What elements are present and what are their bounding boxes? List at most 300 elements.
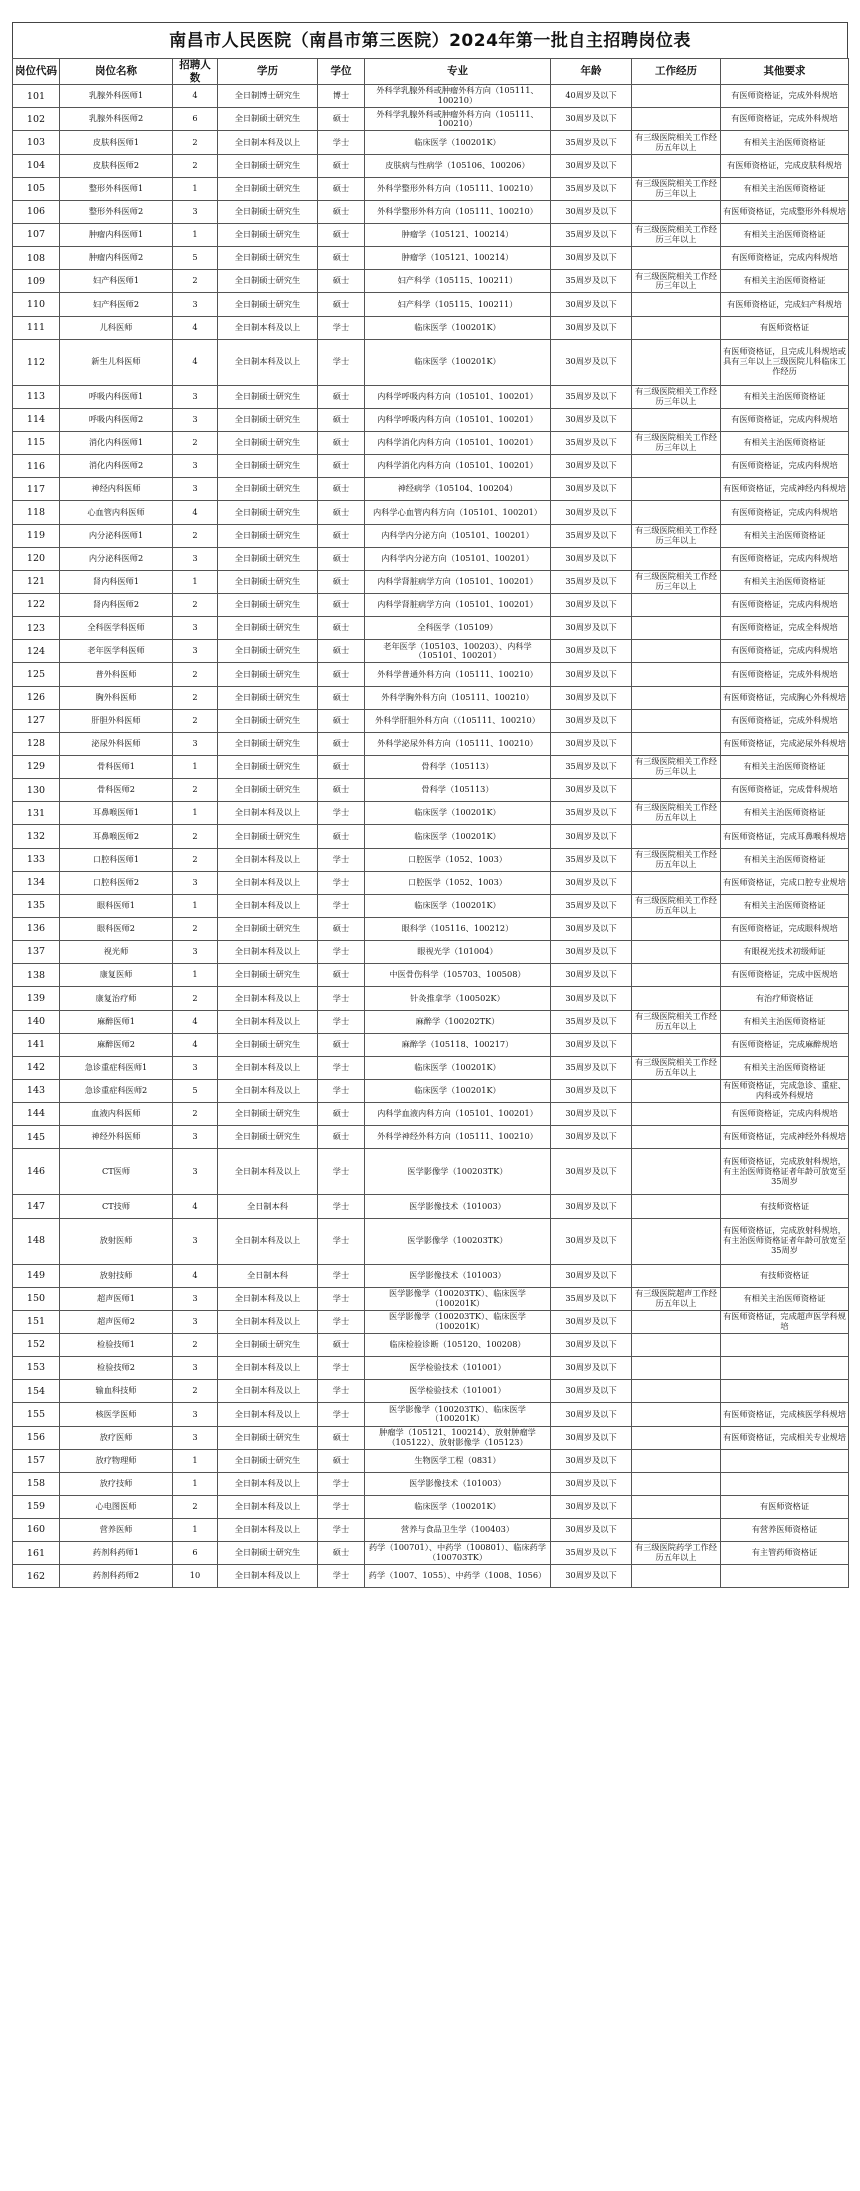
education: 全日制硕士研究生 xyxy=(218,686,318,709)
position-code: 142 xyxy=(13,1056,60,1079)
major: 外科学泌尿外科方向（105111、100210） xyxy=(365,732,551,755)
work-experience: 有三级医院药学工作经历五年以上 xyxy=(632,1542,721,1565)
position-name: 神经外科医师 xyxy=(60,1126,173,1149)
other-requirements: 有治疗师资格证 xyxy=(721,987,849,1010)
work-experience xyxy=(632,408,721,431)
major: 内科学内分泌方向（105101、100201） xyxy=(365,547,551,570)
table-row xyxy=(13,1103,849,1126)
education: 全日制硕士研究生 xyxy=(218,1103,318,1126)
hire-count: 10 xyxy=(173,1565,218,1588)
hire-count: 1 xyxy=(173,802,218,825)
degree: 学士 xyxy=(318,1310,365,1333)
education: 全日制硕士研究生 xyxy=(218,1033,318,1056)
education: 全日制硕士研究生 xyxy=(218,478,318,501)
other-requirements: 有医师资格证，完成神经内科规培 xyxy=(721,478,849,501)
other-requirements: 有相关主治医师资格证 xyxy=(721,524,849,547)
position-code: 157 xyxy=(13,1449,60,1472)
age-limit: 30周岁及以下 xyxy=(551,316,632,339)
work-experience xyxy=(632,617,721,640)
position-name: 整形外科医师2 xyxy=(60,200,173,223)
other-requirements: 有医师资格证，完成麻醉规培 xyxy=(721,1033,849,1056)
table-row xyxy=(13,1056,849,1079)
degree: 硕士 xyxy=(318,686,365,709)
other-requirements: 有相关主治医师资格证 xyxy=(721,802,849,825)
position-name: 乳腺外科医师2 xyxy=(60,108,173,131)
other-requirements: 有医师资格证，完成内科规培 xyxy=(721,547,849,570)
position-name: 超声医师2 xyxy=(60,1310,173,1333)
degree: 学士 xyxy=(318,987,365,1010)
work-experience: 有三级医院相关工作经历三年以上 xyxy=(632,755,721,778)
degree: 硕士 xyxy=(318,570,365,593)
other-requirements xyxy=(721,1472,849,1495)
degree: 硕士 xyxy=(318,617,365,640)
table-row xyxy=(13,131,849,154)
age-limit: 30周岁及以下 xyxy=(551,154,632,177)
work-experience xyxy=(632,200,721,223)
major: 药学（100701）、中药学（100801）、临床药学（100703TK） xyxy=(365,1542,551,1565)
age-limit: 30周岁及以下 xyxy=(551,547,632,570)
other-requirements: 有医师资格证，完成外科规培 xyxy=(721,663,849,686)
position-name: 肾内科医师2 xyxy=(60,594,173,617)
table-row xyxy=(13,408,849,431)
age-limit: 35周岁及以下 xyxy=(551,432,632,455)
degree: 硕士 xyxy=(318,524,365,547)
other-requirements: 有相关主治医师资格证 xyxy=(721,848,849,871)
table-row xyxy=(13,224,849,247)
hire-count: 4 xyxy=(173,1264,218,1287)
education: 全日制硕士研究生 xyxy=(218,732,318,755)
position-name: 输血科技师 xyxy=(60,1380,173,1403)
education: 全日制硕士研究生 xyxy=(218,709,318,732)
work-experience xyxy=(632,1264,721,1287)
major: 临床医学（100201K） xyxy=(365,894,551,917)
hire-count: 6 xyxy=(173,108,218,131)
education: 全日制硕士研究生 xyxy=(218,1333,318,1356)
table-row xyxy=(13,154,849,177)
header-education: 学历 xyxy=(218,59,318,85)
position-code: 128 xyxy=(13,732,60,755)
header-count: 招聘人数 xyxy=(173,59,218,85)
work-experience xyxy=(632,663,721,686)
table-row xyxy=(13,802,849,825)
education: 全日制本科及以上 xyxy=(218,131,318,154)
education: 全日制硕士研究生 xyxy=(218,154,318,177)
major: 骨科学（105113） xyxy=(365,755,551,778)
table-row xyxy=(13,1149,849,1195)
degree: 硕士 xyxy=(318,709,365,732)
age-limit: 30周岁及以下 xyxy=(551,871,632,894)
other-requirements: 有相关主治医师资格证 xyxy=(721,1287,849,1310)
degree: 硕士 xyxy=(318,385,365,408)
hire-count: 1 xyxy=(173,755,218,778)
major: 外科学乳腺外科或肿瘤外科方向（105111、100210） xyxy=(365,108,551,131)
table-row xyxy=(13,1426,849,1449)
degree: 硕士 xyxy=(318,732,365,755)
hire-count: 2 xyxy=(173,131,218,154)
major: 医学影像学（100203TK） xyxy=(365,1218,551,1264)
position-name: 全科医学科医师 xyxy=(60,617,173,640)
position-name: 麻醉医师1 xyxy=(60,1010,173,1033)
table-row xyxy=(13,1079,849,1102)
work-experience xyxy=(632,478,721,501)
other-requirements: 有医师资格证，完成骨科规培 xyxy=(721,779,849,802)
header-row xyxy=(13,59,849,85)
work-experience xyxy=(632,871,721,894)
degree: 学士 xyxy=(318,894,365,917)
position-name: 血液内科医师 xyxy=(60,1103,173,1126)
position-code: 162 xyxy=(13,1565,60,1588)
education: 全日制硕士研究生 xyxy=(218,270,318,293)
position-code: 143 xyxy=(13,1079,60,1102)
hire-count: 3 xyxy=(173,1126,218,1149)
degree: 硕士 xyxy=(318,964,365,987)
table-row xyxy=(13,478,849,501)
hire-count: 2 xyxy=(173,154,218,177)
degree: 硕士 xyxy=(318,247,365,270)
degree: 学士 xyxy=(318,1264,365,1287)
hire-count: 3 xyxy=(173,617,218,640)
other-requirements: 有医师资格证，完成超声医学科规培 xyxy=(721,1310,849,1333)
work-experience xyxy=(632,1333,721,1356)
age-limit: 30周岁及以下 xyxy=(551,732,632,755)
age-limit: 40周岁及以下 xyxy=(551,85,632,108)
major: 麻醉学（105118、100217） xyxy=(365,1033,551,1056)
position-name: 超声医师1 xyxy=(60,1287,173,1310)
table-row xyxy=(13,964,849,987)
major: 临床医学（100201K） xyxy=(365,1495,551,1518)
position-code: 117 xyxy=(13,478,60,501)
position-name: 药剂科药师1 xyxy=(60,1542,173,1565)
hire-count: 3 xyxy=(173,478,218,501)
degree: 学士 xyxy=(318,1519,365,1542)
hire-count: 3 xyxy=(173,1218,218,1264)
hire-count: 2 xyxy=(173,270,218,293)
education: 全日制本科及以上 xyxy=(218,1010,318,1033)
position-name: 药剂科药师2 xyxy=(60,1565,173,1588)
major: 全科医学（105109） xyxy=(365,617,551,640)
major: 外科学整形外科方向（105111、100210） xyxy=(365,177,551,200)
table-row xyxy=(13,617,849,640)
degree: 学士 xyxy=(318,802,365,825)
age-limit: 30周岁及以下 xyxy=(551,987,632,1010)
major: 临床医学（100201K） xyxy=(365,131,551,154)
education: 全日制硕士研究生 xyxy=(218,432,318,455)
hire-count: 3 xyxy=(173,732,218,755)
position-name: 泌尿外科医师 xyxy=(60,732,173,755)
table-row xyxy=(13,1519,849,1542)
hire-count: 3 xyxy=(173,385,218,408)
degree: 学士 xyxy=(318,1195,365,1218)
position-name: 放疗医师 xyxy=(60,1426,173,1449)
work-experience xyxy=(632,917,721,940)
work-experience xyxy=(632,1126,721,1149)
degree: 学士 xyxy=(318,871,365,894)
major: 营养与食品卫生学（100403） xyxy=(365,1519,551,1542)
header-major: 专业 xyxy=(365,59,551,85)
table-row xyxy=(13,825,849,848)
work-experience xyxy=(632,316,721,339)
education: 全日制硕士研究生 xyxy=(218,570,318,593)
hire-count: 2 xyxy=(173,709,218,732)
education: 全日制本科及以上 xyxy=(218,1287,318,1310)
work-experience: 有三级医院相关工作经历三年以上 xyxy=(632,224,721,247)
education: 全日制本科 xyxy=(218,1195,318,1218)
position-code: 135 xyxy=(13,894,60,917)
other-requirements: 有医师资格证，完成内科规培 xyxy=(721,408,849,431)
age-limit: 30周岁及以下 xyxy=(551,941,632,964)
work-experience xyxy=(632,1449,721,1472)
degree: 硕士 xyxy=(318,1333,365,1356)
position-code: 160 xyxy=(13,1519,60,1542)
position-code: 149 xyxy=(13,1264,60,1287)
major: 医学影像学（100203TK） xyxy=(365,1149,551,1195)
other-requirements: 有医师资格证，完成急诊、重症、内科或外科规培 xyxy=(721,1079,849,1102)
position-name: 肿瘤内科医师1 xyxy=(60,224,173,247)
major: 针灸推拿学（100502K） xyxy=(365,987,551,1010)
table-row xyxy=(13,1472,849,1495)
education: 全日制硕士研究生 xyxy=(218,177,318,200)
table-row xyxy=(13,987,849,1010)
education: 全日制硕士研究生 xyxy=(218,1542,318,1565)
work-experience xyxy=(632,1519,721,1542)
position-name: 肝胆外科医师 xyxy=(60,709,173,732)
position-code: 116 xyxy=(13,455,60,478)
hire-count: 2 xyxy=(173,779,218,802)
age-limit: 30周岁及以下 xyxy=(551,339,632,385)
position-code: 140 xyxy=(13,1010,60,1033)
hire-count: 2 xyxy=(173,987,218,1010)
age-limit: 30周岁及以下 xyxy=(551,478,632,501)
other-requirements: 有医师资格证，完成神经外科规培 xyxy=(721,1126,849,1149)
position-name: 耳鼻喉医师1 xyxy=(60,802,173,825)
degree: 学士 xyxy=(318,1218,365,1264)
education: 全日制硕士研究生 xyxy=(218,755,318,778)
header-requirements: 其他要求 xyxy=(721,59,849,85)
age-limit: 30周岁及以下 xyxy=(551,663,632,686)
age-limit: 30周岁及以下 xyxy=(551,501,632,524)
major: 外科学乳腺外科或肿瘤外科方向（105111、100210） xyxy=(365,85,551,108)
work-experience xyxy=(632,1426,721,1449)
other-requirements xyxy=(721,1380,849,1403)
hire-count: 2 xyxy=(173,1495,218,1518)
table-row xyxy=(13,570,849,593)
education: 全日制硕士研究生 xyxy=(218,1426,318,1449)
position-code: 123 xyxy=(13,617,60,640)
work-experience xyxy=(632,987,721,1010)
major: 中医骨伤科学（105703、100508） xyxy=(365,964,551,987)
work-experience xyxy=(632,293,721,316)
major: 外科学肝胆外科方向（（105111、100210） xyxy=(365,709,551,732)
degree: 学士 xyxy=(318,1403,365,1426)
header-degree: 学位 xyxy=(318,59,365,85)
age-limit: 30周岁及以下 xyxy=(551,594,632,617)
major: 医学影像学（100203TK）、临床医学（100201K） xyxy=(365,1403,551,1426)
education: 全日制本科及以上 xyxy=(218,1056,318,1079)
other-requirements: 有医师资格证，完成妇产科规培 xyxy=(721,293,849,316)
hire-count: 1 xyxy=(173,1449,218,1472)
table-row xyxy=(13,1542,849,1565)
work-experience xyxy=(632,941,721,964)
education: 全日制本科及以上 xyxy=(218,1218,318,1264)
major: 口腔医学（1052、1003） xyxy=(365,871,551,894)
position-name: 急诊重症科医师2 xyxy=(60,1079,173,1102)
position-name: 肾内科医师1 xyxy=(60,570,173,593)
age-limit: 30周岁及以下 xyxy=(551,1426,632,1449)
age-limit: 35周岁及以下 xyxy=(551,894,632,917)
major: 内科学肾脏病学方向（105101、100201） xyxy=(365,594,551,617)
age-limit: 35周岁及以下 xyxy=(551,848,632,871)
other-requirements: 有营养医师资格证 xyxy=(721,1519,849,1542)
major: 外科学整形外科方向（105111、100210） xyxy=(365,200,551,223)
hire-count: 4 xyxy=(173,1010,218,1033)
position-name: 心电图医师 xyxy=(60,1495,173,1518)
major: 临床医学（100201K） xyxy=(365,802,551,825)
education: 全日制本科及以上 xyxy=(218,894,318,917)
other-requirements: 有相关主治医师资格证 xyxy=(721,1010,849,1033)
work-experience xyxy=(632,1495,721,1518)
major: 妇产科学（105115、100211） xyxy=(365,293,551,316)
major: 医学影像学（100203TK）、临床医学（100201K） xyxy=(365,1287,551,1310)
position-code: 133 xyxy=(13,848,60,871)
degree: 硕士 xyxy=(318,200,365,223)
table-row xyxy=(13,1565,849,1588)
education: 全日制硕士研究生 xyxy=(218,1449,318,1472)
hire-count: 2 xyxy=(173,1380,218,1403)
hire-count: 2 xyxy=(173,663,218,686)
hire-count: 5 xyxy=(173,247,218,270)
other-requirements: 有医师资格证，完成眼科规培 xyxy=(721,917,849,940)
education: 全日制本科及以上 xyxy=(218,1519,318,1542)
other-requirements xyxy=(721,1449,849,1472)
major: 皮肤病与性病学（105106、100206） xyxy=(365,154,551,177)
work-experience: 有三级医院相关工作经历五年以上 xyxy=(632,1056,721,1079)
position-code: 118 xyxy=(13,501,60,524)
position-code: 102 xyxy=(13,108,60,131)
age-limit: 30周岁及以下 xyxy=(551,293,632,316)
position-code: 145 xyxy=(13,1126,60,1149)
degree: 硕士 xyxy=(318,640,365,663)
degree: 学士 xyxy=(318,1056,365,1079)
education: 全日制本科及以上 xyxy=(218,316,318,339)
table-row xyxy=(13,1403,849,1426)
major: 临床医学（100201K） xyxy=(365,1079,551,1102)
table-row xyxy=(13,247,849,270)
major: 口腔医学（1052、1003） xyxy=(365,848,551,871)
table-row xyxy=(13,200,849,223)
position-code: 138 xyxy=(13,964,60,987)
table-row xyxy=(13,1380,849,1403)
work-experience xyxy=(632,1149,721,1195)
position-name: 口腔科医师2 xyxy=(60,871,173,894)
degree: 硕士 xyxy=(318,177,365,200)
age-limit: 35周岁及以下 xyxy=(551,1056,632,1079)
work-experience: 有三级医院超声工作经历五年以上 xyxy=(632,1287,721,1310)
position-code: 108 xyxy=(13,247,60,270)
hire-count: 3 xyxy=(173,640,218,663)
table-row xyxy=(13,640,849,663)
degree: 硕士 xyxy=(318,1033,365,1056)
table-row xyxy=(13,1264,849,1287)
header-age: 年龄 xyxy=(551,59,632,85)
hire-count: 6 xyxy=(173,1542,218,1565)
work-experience: 有三级医院相关工作经历三年以上 xyxy=(632,385,721,408)
work-experience xyxy=(632,640,721,663)
education: 全日制硕士研究生 xyxy=(218,663,318,686)
hire-count: 3 xyxy=(173,1357,218,1380)
position-code: 111 xyxy=(13,316,60,339)
major: 眼视光学（101004） xyxy=(365,941,551,964)
degree: 硕士 xyxy=(318,755,365,778)
age-limit: 35周岁及以下 xyxy=(551,131,632,154)
degree: 硕士 xyxy=(318,779,365,802)
work-experience: 有三级医院相关工作经历五年以上 xyxy=(632,894,721,917)
hire-count: 2 xyxy=(173,917,218,940)
degree: 学士 xyxy=(318,1287,365,1310)
degree: 学士 xyxy=(318,339,365,385)
education: 全日制博士研究生 xyxy=(218,85,318,108)
major: 医学影像技术（101003） xyxy=(365,1264,551,1287)
table-row xyxy=(13,177,849,200)
work-experience: 有三级医院相关工作经历五年以上 xyxy=(632,848,721,871)
education: 全日制硕士研究生 xyxy=(218,779,318,802)
age-limit: 30周岁及以下 xyxy=(551,1103,632,1126)
table-row xyxy=(13,709,849,732)
age-limit: 35周岁及以下 xyxy=(551,755,632,778)
degree: 硕士 xyxy=(318,455,365,478)
table-header xyxy=(13,59,849,85)
work-experience xyxy=(632,501,721,524)
position-name: 康复治疗师 xyxy=(60,987,173,1010)
position-code: 121 xyxy=(13,570,60,593)
hire-count: 3 xyxy=(173,1426,218,1449)
position-code: 151 xyxy=(13,1310,60,1333)
education: 全日制本科及以上 xyxy=(218,1079,318,1102)
other-requirements: 有相关主治医师资格证 xyxy=(721,1056,849,1079)
other-requirements: 有医师资格证，完成放射科规培，有主治医师资格证者年龄可放宽至35周岁 xyxy=(721,1149,849,1195)
age-limit: 30周岁及以下 xyxy=(551,917,632,940)
position-name: 麻醉医师2 xyxy=(60,1033,173,1056)
work-experience xyxy=(632,247,721,270)
position-name: CT医师 xyxy=(60,1149,173,1195)
work-experience xyxy=(632,1565,721,1588)
other-requirements: 有相关主治医师资格证 xyxy=(721,177,849,200)
hire-count: 2 xyxy=(173,524,218,547)
hire-count: 3 xyxy=(173,547,218,570)
position-code: 130 xyxy=(13,779,60,802)
hire-count: 1 xyxy=(173,1472,218,1495)
education: 全日制本科及以上 xyxy=(218,941,318,964)
major: 内科学呼吸内科方向（105101、100201） xyxy=(365,408,551,431)
degree: 硕士 xyxy=(318,270,365,293)
major: 内科学血液内科方向（105101、100201） xyxy=(365,1103,551,1126)
other-requirements: 有医师资格证，完成整形外科规培 xyxy=(721,200,849,223)
position-name: 整形外科医师1 xyxy=(60,177,173,200)
position-code: 125 xyxy=(13,663,60,686)
education: 全日制硕士研究生 xyxy=(218,247,318,270)
major: 医学检验技术（101001） xyxy=(365,1380,551,1403)
other-requirements: 有医师资格证，完成相关专业规培 xyxy=(721,1426,849,1449)
position-code: 106 xyxy=(13,200,60,223)
table-row xyxy=(13,501,849,524)
hire-count: 3 xyxy=(173,1056,218,1079)
position-name: 新生儿科医师 xyxy=(60,339,173,385)
major: 药学（1007、1055）、中药学（1008、1056） xyxy=(365,1565,551,1588)
degree: 硕士 xyxy=(318,663,365,686)
major: 妇产科学（105115、100211） xyxy=(365,270,551,293)
degree: 硕士 xyxy=(318,293,365,316)
age-limit: 35周岁及以下 xyxy=(551,524,632,547)
position-name: 骨科医师2 xyxy=(60,779,173,802)
